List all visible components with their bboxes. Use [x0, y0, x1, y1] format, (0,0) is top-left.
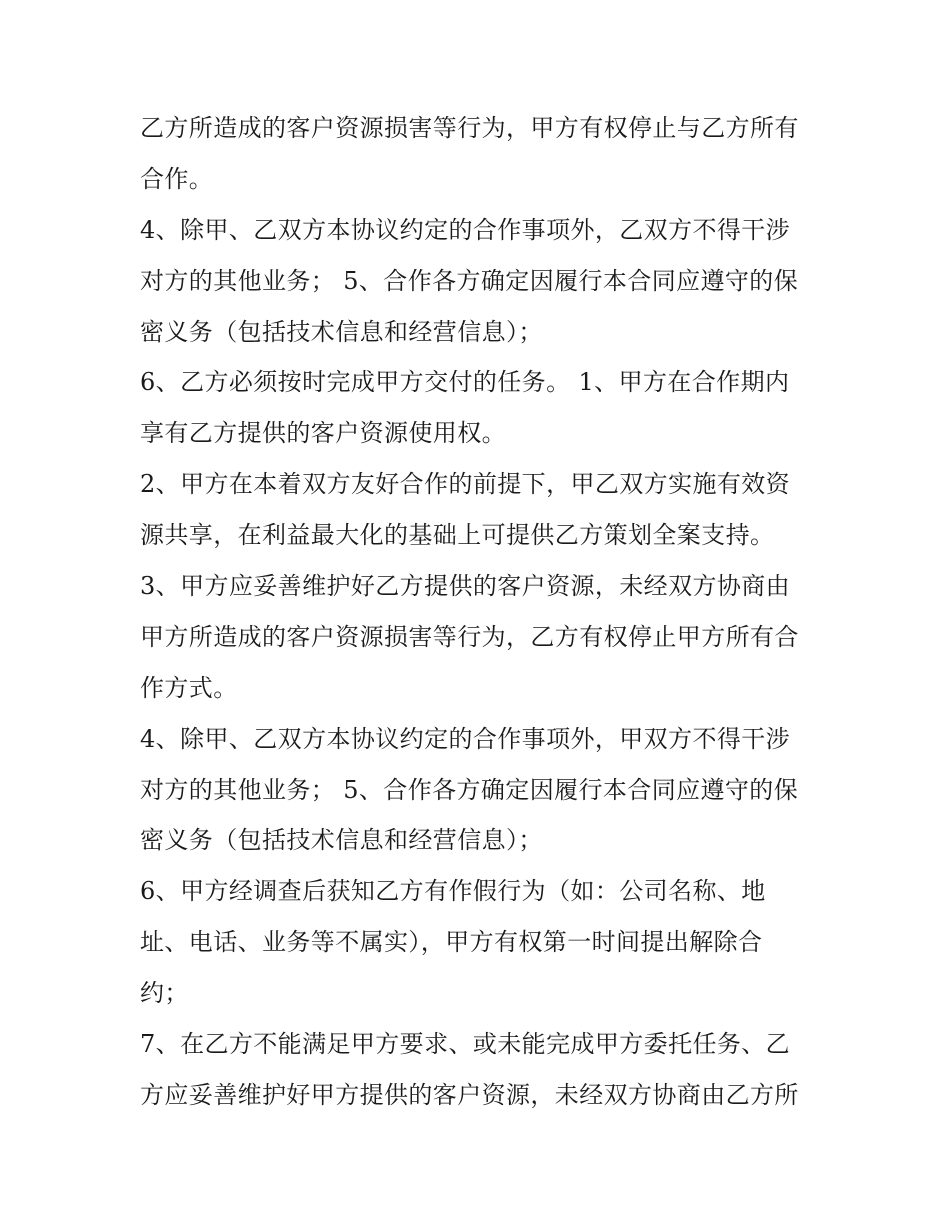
document-body: [140, 103, 820, 1121]
text-line: 对方的其他业务； 5、合作各方确定因履行本合同应遵守的保: [140, 775, 799, 804]
text-line: 源共享，在利益最大化的基础上可提供乙方策划全案支持。: [140, 521, 775, 550]
text-line: 作方式。: [140, 673, 238, 702]
text-line: 密义务（包括技术信息和经营信息）；: [140, 826, 543, 855]
text-line: 对方的其他业务； 5、合作各方确定因履行本合同应遵守的保: [140, 266, 799, 295]
text-line: 7、在乙方不能满足甲方要求、或未能完成甲方委托任务、乙: [140, 1030, 791, 1059]
text-line: 4、除甲、乙双方本协议约定的合作事项外，甲双方不得干涉: [140, 724, 791, 753]
text-line: 甲方所造成的客户资源损害等行为，乙方有权停止甲方所有合: [140, 622, 799, 651]
text-line: 享有乙方提供的客户资源使用权。: [140, 419, 506, 448]
text-line: 乙方所造成的客户资源损害等行为，甲方有权停止与乙方所有: [140, 114, 799, 142]
text-line: 方应妥善维护好甲方提供的客户资源，未经双方协商由乙方所: [140, 1080, 799, 1109]
text-line: 6、乙方必须按时完成甲方交付的任务。 1、甲方在合作期内: [140, 368, 790, 397]
text-line: 密义务（包括技术信息和经营信息）；: [140, 317, 543, 346]
text-line: 址、电话、业务等不属实），甲方有权第一时间提出解除合: [140, 928, 763, 957]
text-line: 2、甲方在本着双方友好合作的前提下，甲乙双方实施有效资: [140, 470, 791, 499]
text-line: 约；: [140, 979, 189, 1008]
text-line: 6、甲方经调查后获知乙方有作假行为（如：公司名称、地: [140, 877, 766, 906]
text-line: 合作。: [140, 164, 214, 193]
text-line: 3、甲方应妥善维护好乙方提供的客户资源，未经双方协商由: [140, 572, 791, 601]
text-line: 4、除甲、乙双方本协议约定的合作事项外，乙双方不得干涉: [140, 215, 791, 244]
